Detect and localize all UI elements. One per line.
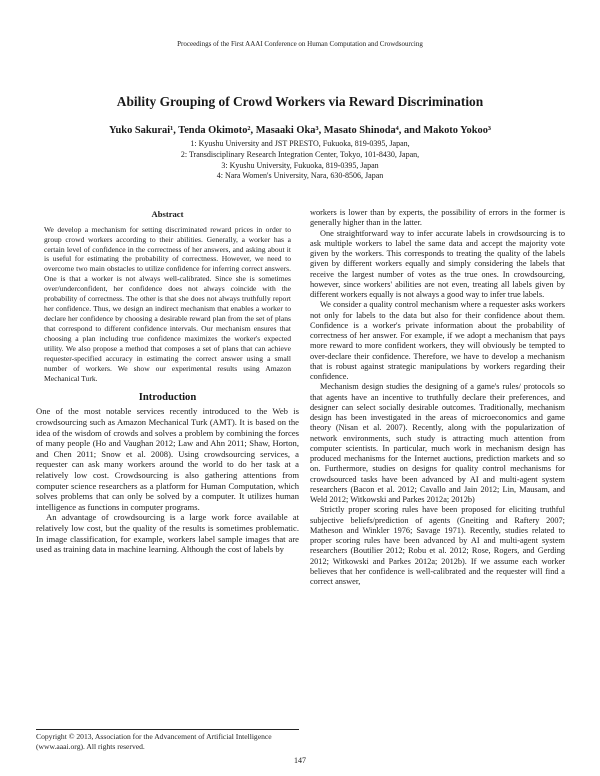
introduction-heading: Introduction [138,391,197,403]
left-column [36,208,299,555]
affiliation: 2: Transdisciplinary Research Integration Center, Tokyo, 101-8430, Japan, [180,149,420,159]
affiliation: 1: Kyushu University and JST PRESTO, Fukuoka, 819-0395, Japan, [190,139,410,148]
paragraph: One of the most notable services recently introduced to the Web is crowdsourcing such as Amazon Mechanical Turk (AMT). It is based on the idea of the wisdom of crowds and solves a problem by combining the forces of many people (Ho and Vaughan 2012; Law and Ahn 2011; Shaw, Horton, and Chen 2011; Snow et al. 2008). Using crowdsourcing services, a requester can ask many workers around the world to do her task at a relatively low cost. Crowdsourcing is also gathering attentions from computer science researchers as a platform for Human Computation, which solves problems that can only be solved by a computer. It utilizes human intelligence as functions in computer programs. [36,406,299,512]
paragraph: Mechanism design studies the designing of a game's rules/ protocols so that agents have an incentive to truthfully declare their preferences, and designer can select socially desirable outcomes. Traditionally, mechanism design has been investigated in the areas of microeconomics and game theory (Nisan et al. 2007). Recently, along with the popularization of network environments, such study is attracting much attention from computer scientists. In particular, much work in mechanism design has produced mechanisms for the Internet auctions, prediction markets and so on. Furthermore, studies on designs for quality control mechanisms for crowdsourced tasks have been advanced by AI and multi-agent system researchers (Bacon et al. 2012; Cavallo and Jain 2012; Lin, Mausam, and Weld 2012; Witkowski and Parkes 2012a; 2012b) [310,382,565,504]
page-number: 147 [294,756,306,765]
paper-title: Ability Grouping of Crowd Workers via Reward Discrimination [116,94,484,109]
paragraph: One straightforward way to infer accurate labels in crowdsourcing is to ask multiple workers to label the same data and accept the majority vote given by the workers. This corresponds to treating the quality of the labels given by different workers equally and simply considering the labels that receive the largest number of votes as the true ones. In crowdsourcing, however, since workers' abilities are not even, treating all labels given by different workers equally is not always a good way to infer true labels. [310,228,565,299]
affiliation: 3: Kyushu University, Fukuoka, 819-0395, Japan [221,160,379,170]
affiliation: 4: Nara Women's University, Nara, 630-8506, Japan [216,171,384,181]
paper-authors: Yuko Sakurai¹, Tenda Okimoto², Masaaki Oka³, Masato Shinoda⁴, and Makoto Yokoo³ [108,125,492,136]
paragraph: An advantage of crowdsourcing is a large work force available at relatively low cost, but the quality of the results is sometimes problematic. In image classification, for example, workers label sample images that are used as training data in machine learning. Although the cost of labels by [36,512,299,555]
right-column [310,208,565,587]
paragraph: workers is lower than by experts, the possibility of errors in the former is generally higher than in the latter. [310,208,565,228]
affiliations [0,139,600,182]
introduction-body [36,406,299,554]
proceedings-header: Proceedings of the First AAAI Conference on Human Computation and Crowdsourcing [177,40,423,48]
abstract-heading: Abstract [151,209,184,219]
paragraph: Strictly proper scoring rules have been proposed for eliciting truthful subjective beliefs/prediction of agents (Gneiting and Raftery 2007; Matheson and Winkler 1976; Savage 1971). Recently, studies related to proper scoring rules have been advanced by AI and multi-agent system researchers (Boutilier 2012; Robu et al. 2012; Rose, Rogers, and Gerding 2012; Witkowski and Parkes 2012a; 2012b). If we assume each worker believes that her confidence is well-calibrated and the requester will find a correct answer, [310,505,565,586]
abstract-text: We develop a mechanism for setting discriminated reward prices in order to group crowd workers according to their abilities. Generally, a worker has a certain level of confidence in the correctness of her answers, and asking about it is useful for estimating the probability of correctness. However, we need to overcome two main obstacles to utilize confidence for inferring correct answers. One is that a worker is not always well-calibrated. Since she is sometimes over/underconfident, her confidence does not always coincide with the probability of correctness. The other is that she does not always truthfully report her confidence. Thus, we design an indirect mechanism that enables a worker to declare her confidence by choosing a desirable reward plan from the set of plans that correspond to different confidence intervals. Our mechanism ensures that choosing a plan including true confidence maximizes the worker's expected utility. We also propose a method that composes a set of plans that can achieve requester-specified accuracy in estimating the correct answer using a small number of workers. We show our experimental results using Amazon Mechanical Turk. [44,224,291,383]
copyright-notice: Copyright © 2013, Association for the Advancement of Artificial Intelligence (www.aaai.org). All rights reserved. [36,729,299,751]
paragraph: We consider a quality control mechanism where a requester asks workers not only for labels to the data but also for their confidence about them. Confidence is a worker's private information about the probability of correctness of her answer. For example, if we adopt a mechanism that pays more reward to more confident workers, they will obviously be tempted to over-declare their confidence. Therefore, we have to develop a mechanism that is robust against strategic manipulations by workers regarding their confidence. [310,300,565,381]
